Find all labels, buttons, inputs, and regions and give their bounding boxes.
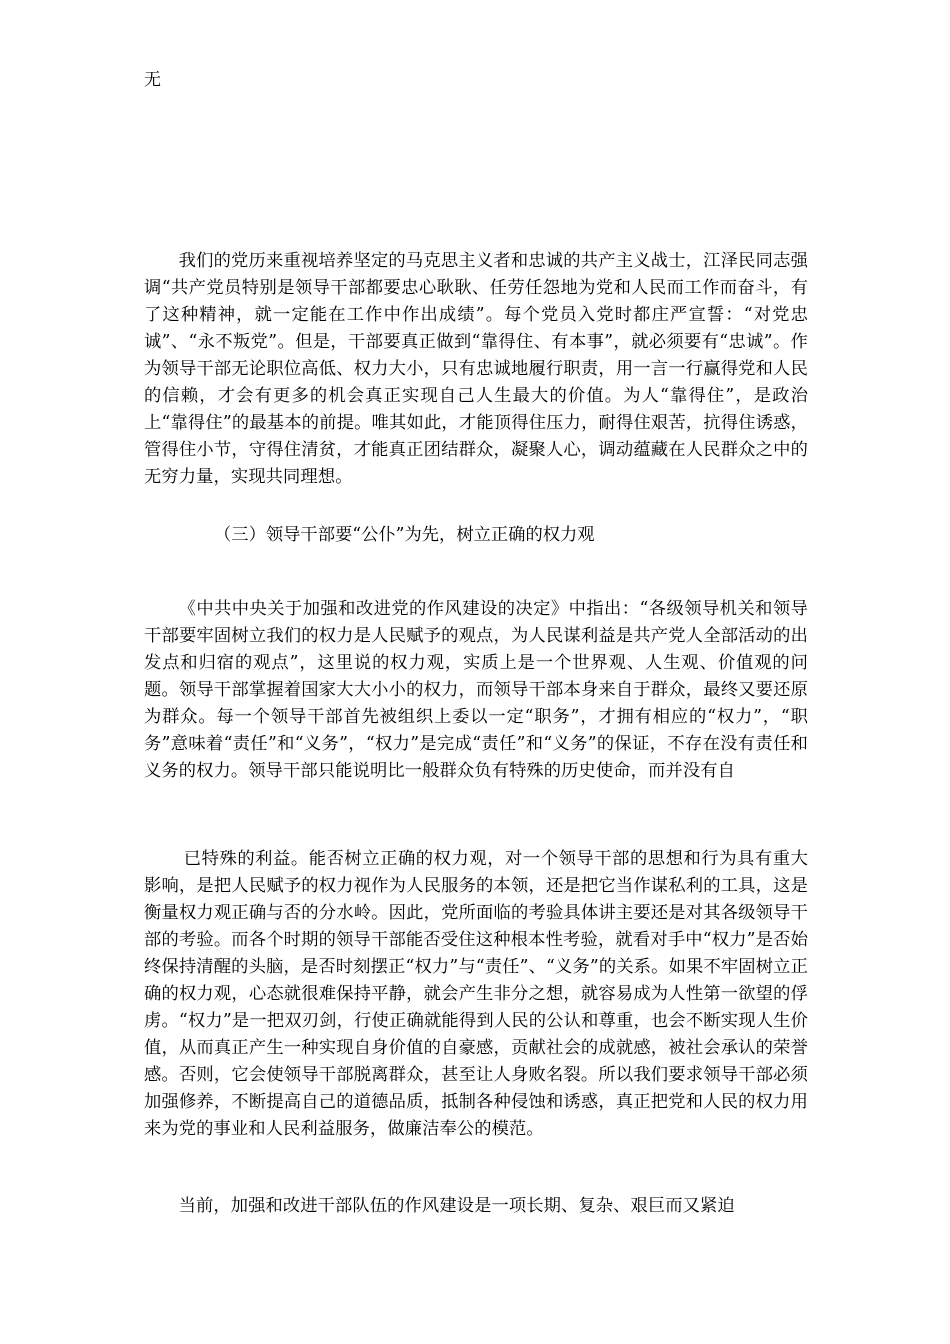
body-paragraph-current: 当前，加强和改进干部队伍的作风建设是一项长期、复杂、艰巨而又紧迫: [178, 1196, 735, 1216]
body-paragraph-power-view: 《中共中央关于加强和改进党的作风建设的决定》中指出：“各级领导机关和领导干部要牢固树立我们的权力是人民赋予的观点，为人民谋利益是共产党人全部活动的出发点和归宿的观点”，这里说的权力观，实质上是一个世界观、人生观、价值观的问题。领导干部掌握着国家大大小小的权力，而领导干部本身来自于群众，最终又要还原为群众。每一个领导干部首先被组织上委以一定“职务”，才拥有相应的“权力”，“职务”意味着“责任”和“义务”，“权力”是完成“责任”和“义务”的保证，不存在没有责任和义务的权力。领导干部只能说明比一般群众负有特殊的历史使命，而并没有自: [144, 599, 808, 781]
body-paragraph-power-test: 已特殊的利益。能否树立正确的权力观，对一个领导干部的思想和行为具有重大影响，是把人民赋予的权力视作为人民服务的本领，还是把它当作谋私利的工具，这是衡量权力观正确与否的分水岭。因此，党所面临的考验具体讲主要还是对其各级领导干部的考验。而各个时期的领导干部能否受住这种根本性考验，就看对手中“权力”是否始终保持清醒的头脑，是否时刻摆正“权力”与“责任”、“义务”的关系。如果不牢固树立正确的权力观，心态就很难保持平静，就会产生非分之想，就容易成为人性第一欲望的俘虏。“权力”是一把双刃剑，行使正确就能得到人民的公认和尊重，也会不断实现人生价值，从而真正产生一种实现自身价值的自豪感，贡献社会的成就感，被社会承认的荣誉感。否则，它会使领导干部脱离群众，甚至让人身败名裂。所以我们要求领导干部必须加强修养，不断提高自己的道德品质，抵制各种侵蚀和诱惑，真正把党和人民的权力用来为党的事业和人民利益服务，做廉洁奉公的模范。: [144, 849, 808, 1139]
body-paragraph-loyalty: 我们的党历来重视培养坚定的马克思主义者和忠诚的共产主义战士，江泽民同志强调“共产党员特别是领导干部都要忠心耿耿、任劳任怨地为党和人民而工作而奋斗，有了这种精神，就一定能在工作中作出成绩”。每个党员入党时都庄严宣誓：“对党忠诚”、“永不叛党”。但是，干部要真正做到“靠得住、有本事”，就必须要有“忠诚”。作为领导干部无论职位高低、权力大小，只有忠诚地履行职责，用一言一行赢得党和人民的信赖，才会有更多的机会真正实现自己人生最大的价值。为人“靠得住”，是政治上“靠得住”的最基本的前提。唯其如此，才能顶得住压力，耐得住艰苦，抗得住诱惑，管得住小节，守得住清贫，才能真正团结群众，凝聚人心，调动蕴藏在人民群众之中的无穷力量，实现共同理想。: [144, 251, 808, 487]
page-header-mark: 无: [144, 70, 161, 90]
section-heading: （三）领导干部要“公仆”为先，树立正确的权力观: [214, 525, 595, 545]
